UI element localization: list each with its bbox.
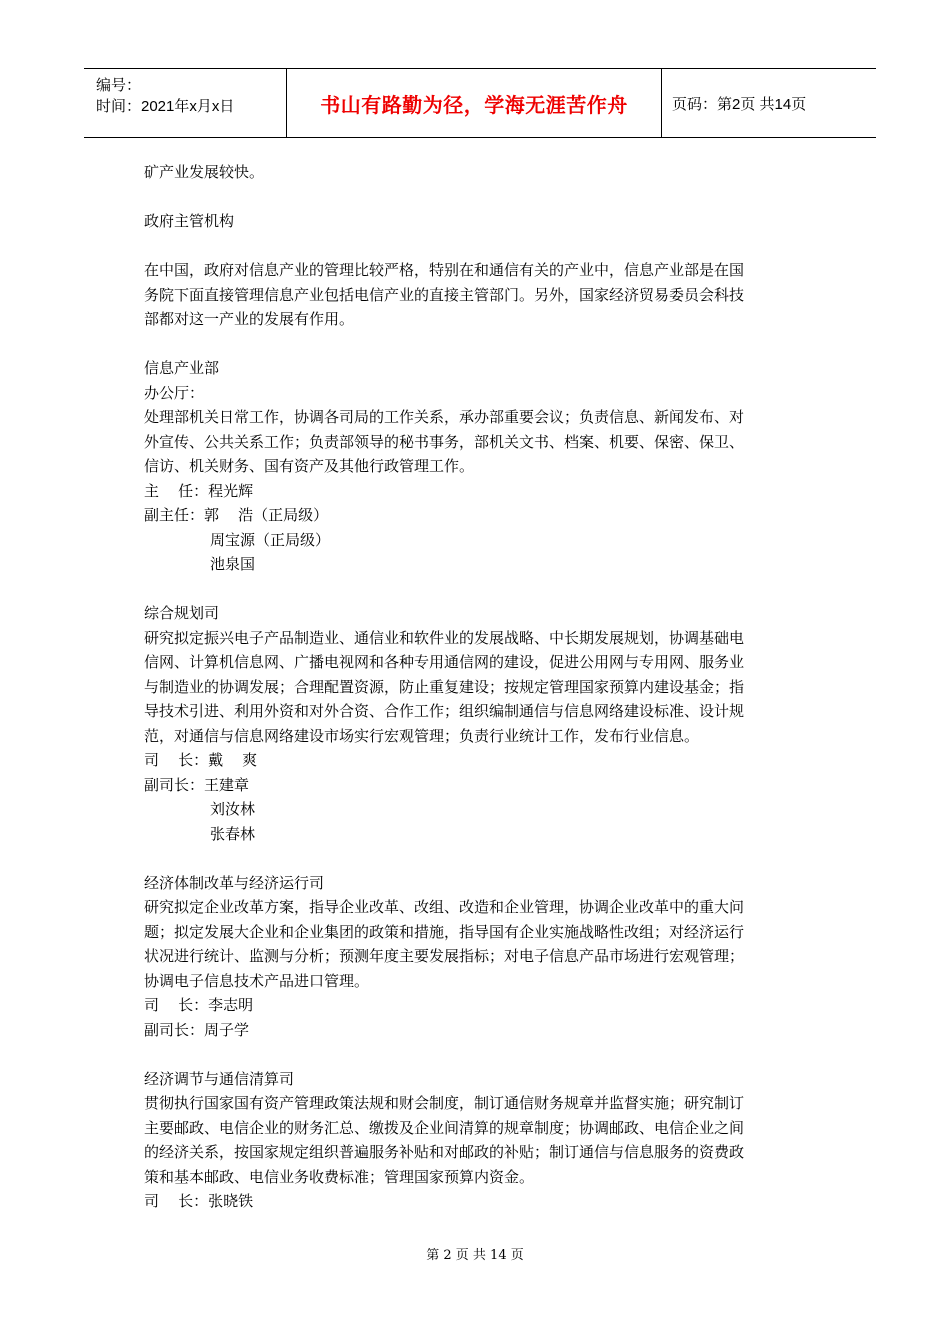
personnel-line: 副司长：王建章	[144, 775, 250, 794]
section-heading: 经济调节与通信清算司	[144, 1069, 295, 1088]
text-line: 务院下面直接管理信息产业包括电信产业的直接主管部门。另外，国家经济贸易委员会科技	[144, 285, 745, 304]
text-line: 题；拟定发展大企业和企业集团的政策和措施，指导国有企业实施战略性改组；对经济运行	[144, 922, 745, 941]
personnel-line: 司 长：李志明	[144, 996, 254, 1014]
blank-line	[144, 1042, 824, 1067]
personnel-line: 司 长：戴 爽	[144, 751, 258, 769]
subsection-heading: 办公厅：	[144, 383, 205, 402]
text-line: 贯彻执行国家国有资产管理政策法规和财会制度，制订通信财务规章并监督实施；研究制订	[144, 1094, 745, 1112]
header-page-number: 页码：第2页 共14页	[672, 95, 807, 113]
personnel-line: 周宝源（正局级）	[210, 530, 331, 549]
document-body	[144, 160, 824, 1214]
text-line: 状况进行统计、监测与分析；预测年度主要发展指标；对电子信息产品市场进行宏观管理；	[144, 947, 745, 965]
blank-line	[144, 332, 824, 357]
section-heading: 综合规划司	[144, 604, 220, 622]
personnel-line: 司 长：张晓铁	[144, 1192, 254, 1210]
text-line: 导技术引进、利用外资和对外合资、合作工作；组织编制通信与信息网络建设标准、设计规	[144, 702, 745, 720]
header-motto: 书山有路勤为径，学海无涯苦作舟	[287, 69, 662, 137]
personnel-line: 池泉国	[210, 555, 256, 573]
text-line: 策和基本邮政、电信业务收费标准；管理国家预算内资金。	[144, 1167, 535, 1186]
personnel-line: 张春林	[210, 824, 256, 843]
section-heading: 政府主管机构	[144, 212, 235, 230]
text-line: 范，对通信与信息网络建设市场实行宏观管理；负责行业统计工作，发布行业信息。	[144, 726, 700, 745]
header-number: 编号：	[96, 77, 142, 94]
text-line: 与制造业的协调发展；合理配置资源，防止重复建设；按规定管理国家预算内建设基金；指	[144, 677, 745, 696]
text-line: 处理部机关日常工作，协调各司局的工作关系，承办部重要会议；负责信息、新闻发布、对	[144, 408, 745, 426]
text-line: 部都对这一产业的发展有作用。	[144, 310, 355, 328]
header-meta	[84, 69, 287, 137]
blank-line	[144, 577, 824, 602]
blank-line	[144, 185, 824, 210]
text-line: 研究拟定振兴电子产品制造业、通信业和软件业的发展战略、中长期发展规划，协调基础电	[144, 628, 745, 647]
personnel-line: 副司长：周子学	[144, 1020, 250, 1039]
section-heading: 信息产业部	[144, 359, 220, 377]
text-line: 协调电子信息技术产品进口管理。	[144, 971, 370, 990]
blank-line	[144, 234, 824, 259]
blank-line	[144, 846, 824, 871]
text-line: 主要邮政、电信企业的财务汇总、缴拨及企业间清算的规章制度；协调邮政、电信企业之间	[144, 1118, 745, 1137]
text-line: 在中国，政府对信息产业的管理比较严格，特别在和通信有关的产业中，信息产业部是在国	[144, 261, 745, 279]
personnel-line: 主 任：程光辉	[144, 481, 254, 500]
document-header	[84, 68, 876, 138]
section-heading: 经济体制改革与经济运行司	[144, 873, 325, 892]
text-line: 信网、计算机信息网、广播电视网和各种专用通信网的建设，促进公用网与专用网、服务业	[144, 653, 745, 671]
text-line: 矿产业发展较快。	[144, 163, 265, 181]
personnel-line: 副主任：郭 浩（正局级）	[144, 506, 329, 524]
text-line: 研究拟定企业改革方案，指导企业改革、改组、改造和企业管理，协调企业改革中的重大问	[144, 898, 745, 916]
page-footer: 第 2 页 共 14 页	[426, 1248, 524, 1263]
text-line: 的经济关系，按国家规定组织普遍服务补贴和对邮政的补贴；制订通信与信息服务的资费政	[144, 1143, 745, 1161]
text-line: 信访、机关财务、国有资产及其他行政管理工作。	[144, 457, 475, 475]
personnel-line: 刘汝林	[210, 800, 256, 818]
header-date: 时间：2021年x月x日	[96, 98, 235, 115]
text-line: 外宣传、公共关系工作；负责部领导的秘书事务，部机关文书、档案、机要、保密、保卫、	[144, 432, 745, 451]
